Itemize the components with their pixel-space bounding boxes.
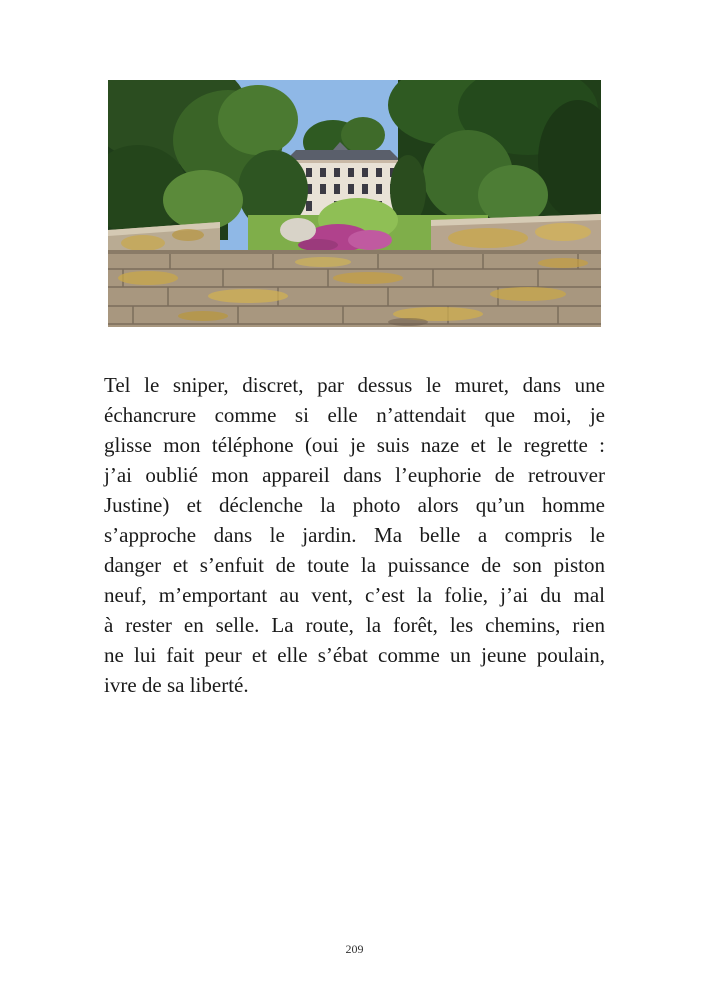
photo-wall-right-cap bbox=[431, 214, 601, 254]
text-line: glisse mon téléphone (oui je suis naze et le regrette : bbox=[104, 433, 605, 457]
text-line: neuf, m’emportant au vent, c’est la folie, j’ai du mal bbox=[104, 583, 605, 607]
chateau-garden-photo bbox=[108, 80, 601, 327]
text-line: ne lui fait peur et elle s’ébat comme un jeune poulain, bbox=[104, 643, 605, 667]
text-line: Tel le sniper, discret, par dessus le muret, dans une bbox=[104, 373, 605, 397]
text-line: Justine) et déclenche la photo alors qu’un homme bbox=[104, 493, 605, 517]
page-number: 209 bbox=[345, 942, 364, 956]
text-line: danger et s’enfuit de toute la puissance de son piston bbox=[104, 553, 605, 577]
body-paragraph bbox=[104, 370, 605, 700]
text-line: j’ai oublié mon appareil dans l’euphorie de retrouver bbox=[104, 463, 605, 487]
photo-brick-wall bbox=[108, 250, 601, 327]
text-line: échancrure comme si elle n’attendait que moi, je bbox=[104, 403, 605, 427]
text-line: s’approche dans le jardin. Ma belle a compris le bbox=[104, 523, 605, 547]
text-line: à rester en selle. La route, la forêt, les chemins, rien bbox=[104, 613, 605, 637]
photo-trees-right bbox=[388, 80, 601, 225]
text-line-last: ivre de sa liberté. bbox=[104, 673, 249, 697]
